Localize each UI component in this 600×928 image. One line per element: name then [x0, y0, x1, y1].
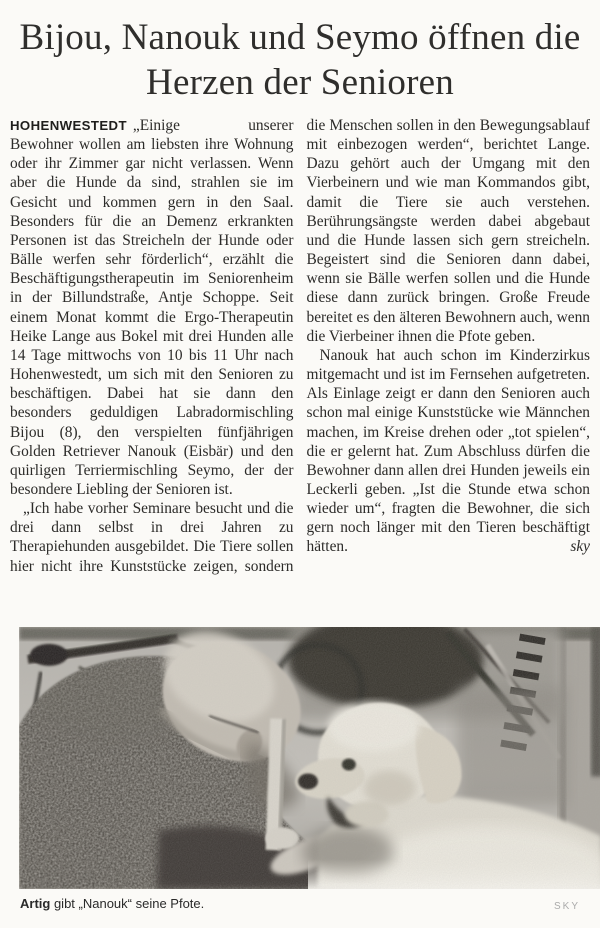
paragraph-1-text: „Einige unserer Bewohner wollen am liebsten ihre Wohnung oder ihr Zimmer gar nicht verlassen. Wenn aber die Hunde da sind, strahlen sie im Gesicht und kommen gern in den Saal. Besonders für die an Demenz erkrankten Personen ist das Streicheln der Hunde oder Bälle werfen sehr förderlich“, erzählt die Beschäftigungstherapeutin im Seniorenheim in der Billundstraße, Antje Schoppe. Seit einem Monat kommt die Ergo-Therapeutin Heike Lange aus Bokel mit drei Hunden alle 14 Tage mittwochs von 10 bis 11 Uhr nach Hohenwestedt, um sich mit den Senioren zu beschäftigen. Dabei hat sie dann den besonders geduldigen Labradormischling Bijou (8), den verspielten fünfjährigen Golden Retriever Nanouk (Eisbär) und den quirligen Terriermischling Seymo, der der besondere Liebling der Senioren ist.: [10, 117, 294, 498]
paragraph-1: [10, 116, 294, 499]
caption-text: gibt „Nanouk“ seine Pfote.: [50, 896, 205, 911]
dateline: HOHENWESTEDT: [10, 118, 127, 133]
paragraph-3-text: Nanouk hat auch schon im Kinderzirkus mitgemacht und ist im Fernsehen aufgetreten. Als Einlage zeigt er dann den Senioren auch schon mal einige Kunststücke wie Männchen machen, im Kreise drehen oder „tot spielen“, die er gelernt hat. Zum Abschluss dürfen die Bewohner dann allen drei Hunden jeweils ein Leckerli geben. „Ist die Stunde etwa schon wieder um“, fragten die Bewohner, die sich gern noch länger mit den Tieren beschäftigt hätten.: [306, 346, 590, 556]
photo-caption: [19, 896, 581, 912]
headline: Bijou, Nanouk und Seymo öffnen die Herzen der Senioren: [19, 17, 581, 103]
paragraph-3: [307, 346, 591, 557]
caption-lead: Artig: [20, 896, 51, 911]
photo-grain: [19, 627, 600, 889]
author-byline: sky: [570, 538, 590, 556]
page-content: [0, 15, 600, 912]
article-columns: [10, 116, 590, 617]
paragraph-2-text: „Ich habe vorher Seminare besucht und die drei dann selbst in drei Jahren zu Therapiehunden ausgebildet. Die Tiere sollen hier nicht ihre Kunststücke zeigen, sondern die Menschen sollen in den Bewegungsablauf mit einbezogen werden“, berichtet Lange. Dazu gehört auch der Umgang mit den Vierbeinern und wie man Kommandos gibt, damit die Tiere sie auch verstehen. Berührungsängste werden dabei abgebaut und die Hunde lassen sich gern streicheln. Begeistert sind die Senioren dann dabei, wenn sie Bälle werfen sollen und die Hunde diese dann zurück bringen. Große Freude bereitet es den älteren Bewohnern auch, wenn die Vierbeiner ihnen die Pfote geben.: [10, 117, 590, 575]
photo-dog-and-senior: [19, 627, 600, 889]
photo-credit: SKY: [553, 901, 580, 912]
photo-figure: [19, 627, 581, 912]
